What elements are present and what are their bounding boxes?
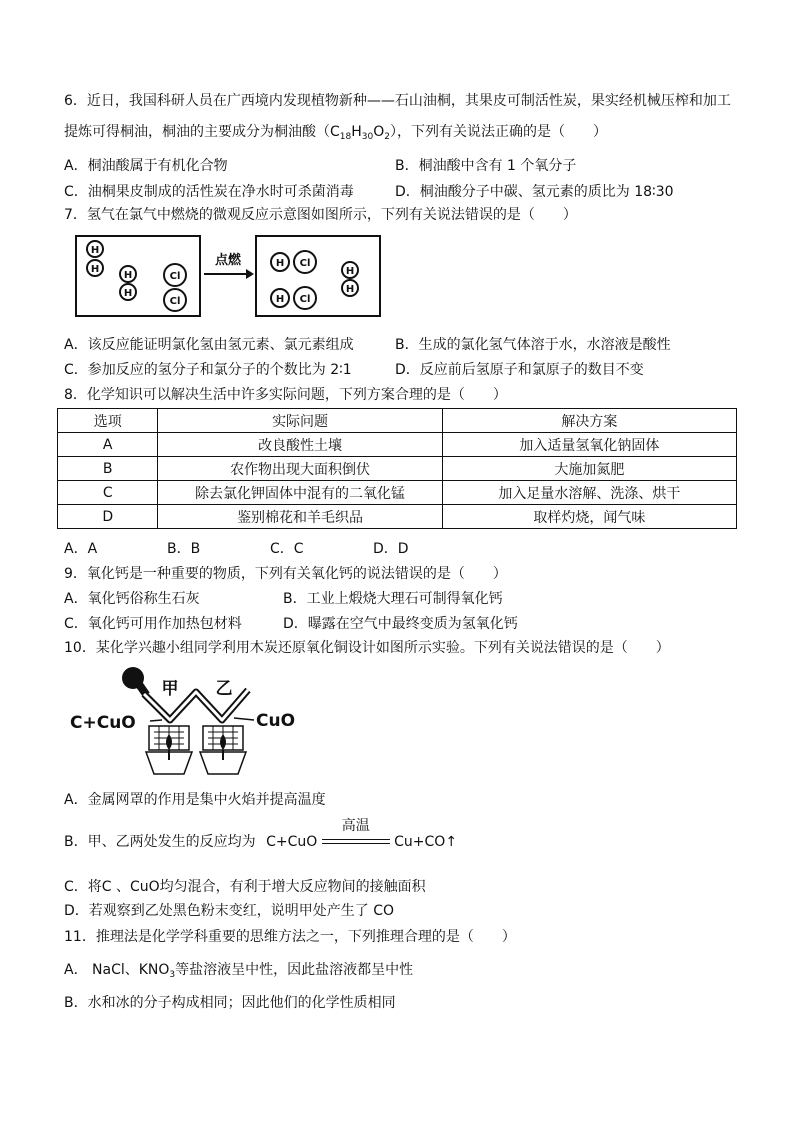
atom-h-label: H [345,266,355,277]
q7-option-c[interactable]: C．参加反应的氢分子和氯分子的个数比为 2∶1 [64,362,352,378]
atom-h-label: H [275,258,285,269]
q6-sub-30: 30 [361,132,374,142]
table-row [58,505,737,529]
table-cell: 取样灼烧，闻气味 [442,505,736,529]
q7-option-a[interactable]: A．该反应能证明氯化氢由氢元素、氯元素组成 [64,337,354,353]
table-header-row [58,409,737,433]
q7-option-b[interactable]: B．生成的氯化氢气体溶于水，水溶液是酸性 [395,337,671,353]
table-cell: 改良酸性土壤 [158,433,442,457]
label-cuo: CuO [256,711,296,731]
eq-right: Cu+CO↑ [394,834,458,850]
label-c-cuo: C+CuO [70,713,136,733]
eq-left: C+CuO [266,834,318,850]
label-yi: 乙 [215,679,233,699]
q6-stem-line2 [64,123,607,146]
q10-apparatus-diagram [66,664,306,782]
q9-option-d[interactable]: D．曝露在空气中最终变质为氢氧化钙 [283,616,518,632]
atom-h-label: H [275,294,285,305]
q6-option-a[interactable]: A．桐油酸属于有机化合物 [64,158,228,174]
q7-reaction-diagram [74,232,384,322]
q11-option-a[interactable] [64,961,413,984]
q6-option-c[interactable]: C．油桐果皮制成的活性炭在净水时可杀菌消毒 [64,184,354,200]
table-cell: 大施加氮肥 [442,457,736,481]
atom-h-label: H [123,288,133,299]
table-cell: 除去氯化钾固体中混有的二氧化锰 [158,481,442,505]
q10-option-b-text: B．甲、乙两处发生的反应均为 [64,834,256,850]
q9-option-a[interactable]: A．氧化钙俗称生石灰 [64,591,200,607]
table-cell: D [58,505,158,529]
atom-cl-label: Cl [169,271,181,282]
q7-stem: 7．氢气在氯气中燃烧的微观反应示意图如图所示，下列有关说法错误的是（ ） [64,207,577,223]
q6-sub-2: 2 [384,132,390,142]
table-cell: 农作物出现大面积倒伏 [158,457,442,481]
q8-option-b[interactable]: B．B [167,541,201,557]
atom-cl-label: Cl [299,258,311,269]
q10-option-d[interactable]: D．若观察到乙处黑色粉末变红，说明甲处产生了 CO [64,903,395,919]
q7-option-d[interactable]: D．反应前后氢原子和氯原子的数目不变 [395,362,644,378]
table-cell: A [58,433,158,457]
atom-cl-label: Cl [299,294,311,305]
atom-h-label: H [345,284,355,295]
atom-cl-label: Cl [169,296,181,307]
table-cell: B [58,457,158,481]
q10-option-b[interactable] [64,818,458,851]
eq-cond-label: 高温 [341,818,370,834]
table-cell: 鉴别棉花和羊毛织品 [158,505,442,529]
q10-option-c[interactable]: C．将C 、CuO均匀混合，有利于增大反应物间的接触面积 [64,879,426,895]
table-cell: 加入适量氢氧化钠固体 [442,433,736,457]
q8-option-a[interactable]: A．A [64,541,98,557]
q11-option-a-sub: 3 [169,970,176,980]
q6-stem-line1: 6．近日，我国科研人员在广西境内发现植物新种——石山油桐，其果皮可制活性炭，果实经机械压榨和加工 [64,93,731,109]
q6-stem-pre: 提炼可得桐油，桐油的主要成分为桐油酸（C [64,124,340,140]
q11-option-b[interactable]: B．水和冰的分子构成相同；因此他们的化学性质相同 [64,995,396,1011]
q9-option-c[interactable]: C．氧化钙可用作加热包材料 [64,616,242,632]
table-cell: 加入足量水溶解、洗涤、烘干 [442,481,736,505]
q11-stem: 11．推理法是化学学科重要的思维方法之一，下列推理合理的是（ ） [64,929,516,945]
q11-option-a-pre: A． NaCl、KNO [64,962,170,978]
q9-stem: 9．氧化钙是一种重要的物质，下列有关氧化钙的说法错误的是（ ） [64,566,507,582]
table-header: 选项 [58,409,158,433]
q8-stem: 8．化学知识可以解决生活中许多实际问题，下列方案合理的是（ ） [64,387,507,403]
q11-option-a-post: 等盐溶液呈中性，因此盐溶液都呈中性 [175,962,414,978]
q6-sub-18: 18 [339,132,352,142]
q8-option-c[interactable]: C．C [270,541,304,557]
atom-h-label: H [90,245,100,256]
q6-o: O [373,124,385,140]
arrow-label: 点燃 [214,253,242,268]
q10-stem: 10．某化学兴趣小组同学利用木炭还原氧化铜设计如图所示实验。下列有关说法错误的是（ ） [64,640,670,656]
q6-option-b[interactable]: B．桐油酸中含有 1 个氧分子 [395,158,577,174]
eq-condition [322,818,390,851]
q6-stem-post: ），下列有关说法正确的是（ ） [389,124,607,140]
arrow-head-icon [246,269,254,279]
table-header: 解决方案 [442,409,736,433]
q8-solution-table [57,408,737,529]
table-row [58,433,737,457]
atom-h-label: H [123,270,133,281]
label-jia: 甲 [161,679,179,699]
table-header: 实际问题 [158,409,442,433]
q9-option-b[interactable]: B．工业上煅烧大理石可制得氧化钙 [283,591,503,607]
atom-h-label: H [90,264,100,275]
table-row [58,457,737,481]
table-row [58,481,737,505]
q10-option-a[interactable]: A．金属网罩的作用是集中火焰并提高温度 [64,792,326,808]
q8-option-d[interactable]: D．D [373,541,409,557]
q6-h: H [351,124,362,140]
q6-option-d[interactable]: D．桐油酸分子中碳、氢元素的质比为 18∶30 [395,184,674,200]
table-cell: C [58,481,158,505]
